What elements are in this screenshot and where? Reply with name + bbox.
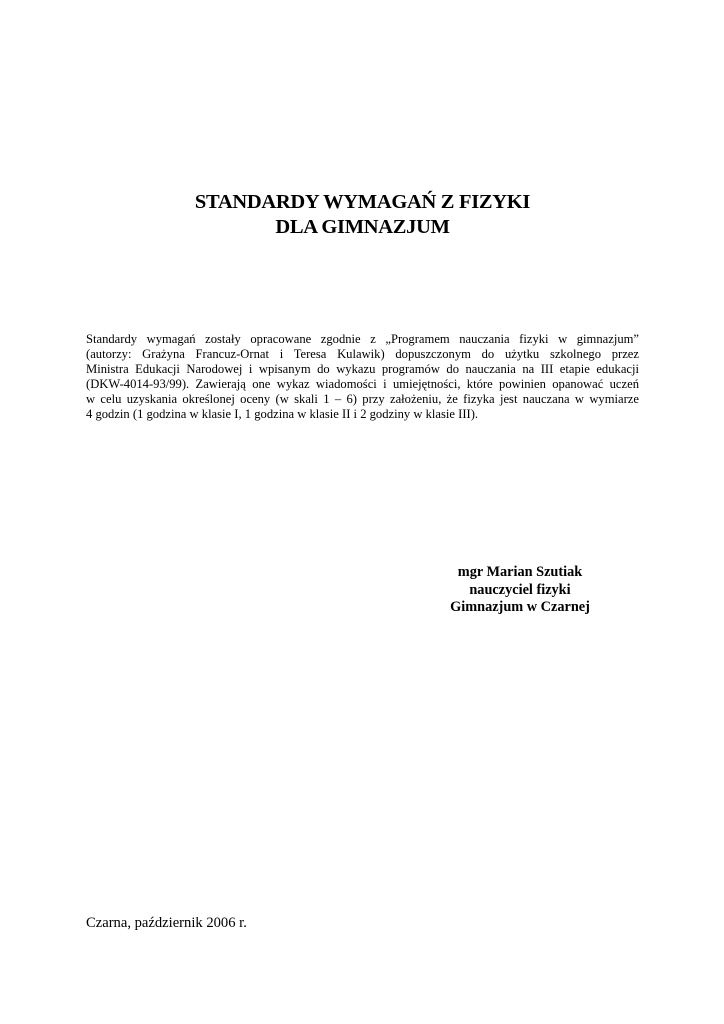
paragraph-line-1: Standardy wymagań zostały opracowane zgodnie z „Programem nauczania fizyki w gimnazjum” <box>86 332 639 346</box>
paragraph-line-2: (autorzy: Grażyna Francuz-Ornat i Teresa Kulawik) dopuszczonym do użytku szkolnego przez <box>86 347 639 361</box>
paragraph-line-3: Ministra Edukacji Narodowej i wpisanym do wykazu programów do nauczania na III etapie edukacji <box>86 362 639 376</box>
intro-paragraph <box>86 332 639 422</box>
document-title <box>86 190 639 240</box>
author-signature <box>400 564 640 617</box>
place-and-date: Czarna, październik 2006 r. <box>86 915 247 931</box>
paragraph-line-4: (DKW-4014-93/99). Zawierają one wykaz wiadomości i umiejętności, które powinien opanować uczeń <box>86 377 639 391</box>
author-name: mgr Marian Szutiak <box>457 564 583 580</box>
paragraph-line-5: w celu uzyskania określonej oceny (w skali 1 – 6) przy założeniu, że fizyka jest nauczana w wymiarze <box>86 392 639 406</box>
paragraph-line-6: 4 godzin (1 godzina w klasie I, 1 godzina w klasie II i 2 godziny w klasie III). <box>86 407 479 421</box>
author-school: Gimnazjum w Czarnej <box>450 599 590 615</box>
title-line-1: STANDARDY WYMAGAŃ Z FIZYKI <box>194 191 531 213</box>
title-line-2: DLA GIMNAZJUM <box>275 216 450 238</box>
author-role: nauczyciel fizyki <box>469 581 571 598</box>
